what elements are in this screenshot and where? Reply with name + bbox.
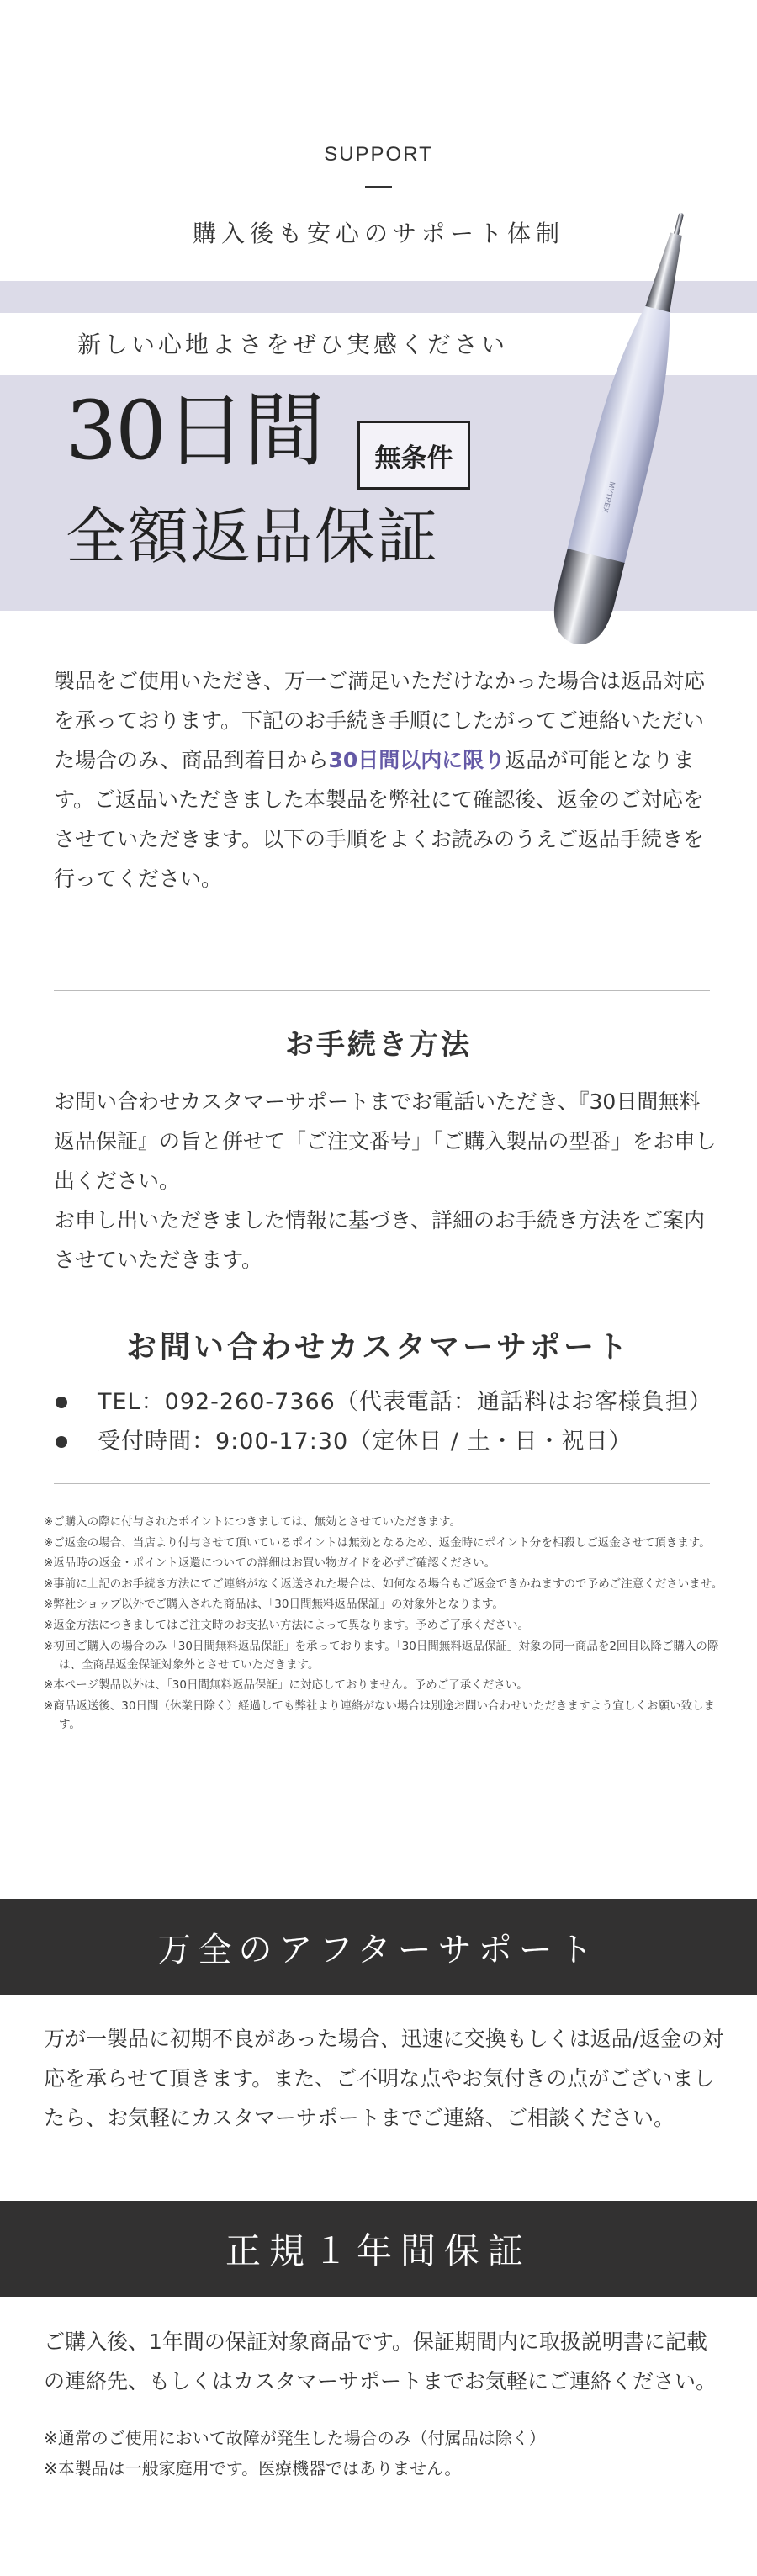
warranty-body: ご購入後、1年間の保証対象商品です。保証期間内に取扱説明書に記載の連絡先、もしくはカスタマーサポートまでお気軽にご連絡ください。: [44, 2330, 717, 2393]
warranty-note: ※通常のご使用において故障が発生した場合のみ（付属品は除く）: [44, 2428, 546, 2448]
after-support-body: 万が一製品に初期不良があった場合、迅速に交換もしくは返品/返金の対応を承らせて頂きます。また、ご不明な点やお気付きの点がございましたら、お気軽にカスタマーサポートまでご連絡、ご相談ください。: [44, 2027, 724, 2130]
procedure-title: お手続き方法: [285, 1028, 472, 1062]
note-item: ※返品時の返金・ポイント返還についての詳細はお買い物ガイドを必ずご確認ください。: [44, 1556, 496, 1571]
note-item: ※事前に上記のお手続き方法にてご連絡がなく返送された場合は、如何なる場合もご返金できかねますので予めご注意くださいませ。: [44, 1577, 723, 1591]
warranty-notes: [44, 2423, 725, 2483]
procedure-paragraph: お問い合わせカスタマーサポートまでお電話いただき、『30日間無料返品保証』の旨と併せて「ご注文番号」「ご購入製品の型番」をお申し出ください。: [54, 1089, 717, 1193]
hero-subtitle: 購入後も安心のサポート体制: [192, 220, 564, 247]
unconditional-badge: 無条件: [357, 421, 470, 490]
note-item: ※弊社ショップ以外でご購入された商品は、「30日間無料返品保証」の対象外となります。: [44, 1598, 504, 1612]
note-item: ※初回ご購入の場合のみ「30日間無料返品保証」を承っております。「30日間無料返品保証」対象の同一商品を2回目以降ご購入の際は、全商品返金保証対象外とさせていただきます。: [44, 1639, 719, 1672]
note-item: ※返金方法につきましてはご注文時のお支払い方法によって異なります。予めご了承ください。: [44, 1618, 529, 1632]
contact-hours: 受付時間：9:00-17:30（定休日 / 土・日・祝日）: [56, 1422, 712, 1461]
svg-text:MYTREX: MYTREX: [601, 480, 617, 514]
divider: [54, 1483, 710, 1484]
after-support-header: 万全のアフターサポート: [0, 1899, 757, 1995]
hero-tagline: 新しい心地よさをぜひ実感ください: [77, 331, 509, 358]
procedure-body: [54, 1082, 718, 1280]
hero-days: 30日間: [66, 384, 324, 478]
procedure-paragraph: お申し出いただきました情報に基づき、詳細のお手続き方法をご案内させていただきます。: [54, 1208, 706, 1272]
note-item: ※商品返送後、30日間（休業日除く）経過しても弊社より連絡がない場合は別途お問い合わせいただきますよう宜しくお願い致します。: [44, 1699, 715, 1731]
notes-list: [44, 1513, 723, 1736]
contact-title: お問い合わせカスタマーサポート: [125, 1330, 631, 1365]
note-item: ※ご返金の場合、当店より付与させて頂いているポイントは無効となるため、返金時にポイント分を相殺しご返金させて頂きます。: [44, 1535, 711, 1550]
warranty-note: ※本製品は一般家庭用です。医療機器ではありません。: [44, 2458, 462, 2478]
beauty-device-image: [530, 206, 723, 660]
note-item: ※本ページ製品以外は、「30日間無料返品保証」に対応しておりません。予めご了承ください。: [44, 1678, 528, 1693]
section-label-divider: [365, 186, 392, 188]
hero-guarantee-title: 全額返品保証: [66, 501, 440, 572]
contact-phone[interactable]: TEL：092-260-7366（代表電話：通話料はお客様負担）: [56, 1382, 712, 1422]
intro-text-before: 製品をご使用いただき、万一ご満足いただけなかった場合は返品対応を承っております。下記のお手続き手順にしたがってご連絡いただいた場合のみ、商品到着日から: [54, 669, 706, 772]
warranty-header: 正規１年間保証: [0, 2201, 757, 2297]
contact-list: [56, 1382, 712, 1461]
intro-text-after: 返品が可能となります。ご返品いただきました本製品を弊社にて確認後、返金のご対応をさせていただきます。以下の手順をよくお読みのうえご返品手続きを行ってください。: [54, 748, 705, 891]
section-label: SUPPORT: [324, 143, 433, 166]
divider: [54, 990, 710, 991]
note-item: ※ご購入の際に付与されたポイントにつきましては、無効とさせていただきます。: [44, 1515, 461, 1529]
intro-highlight: 30日間以内に限り: [328, 748, 506, 772]
intro-paragraph: [54, 661, 710, 898]
